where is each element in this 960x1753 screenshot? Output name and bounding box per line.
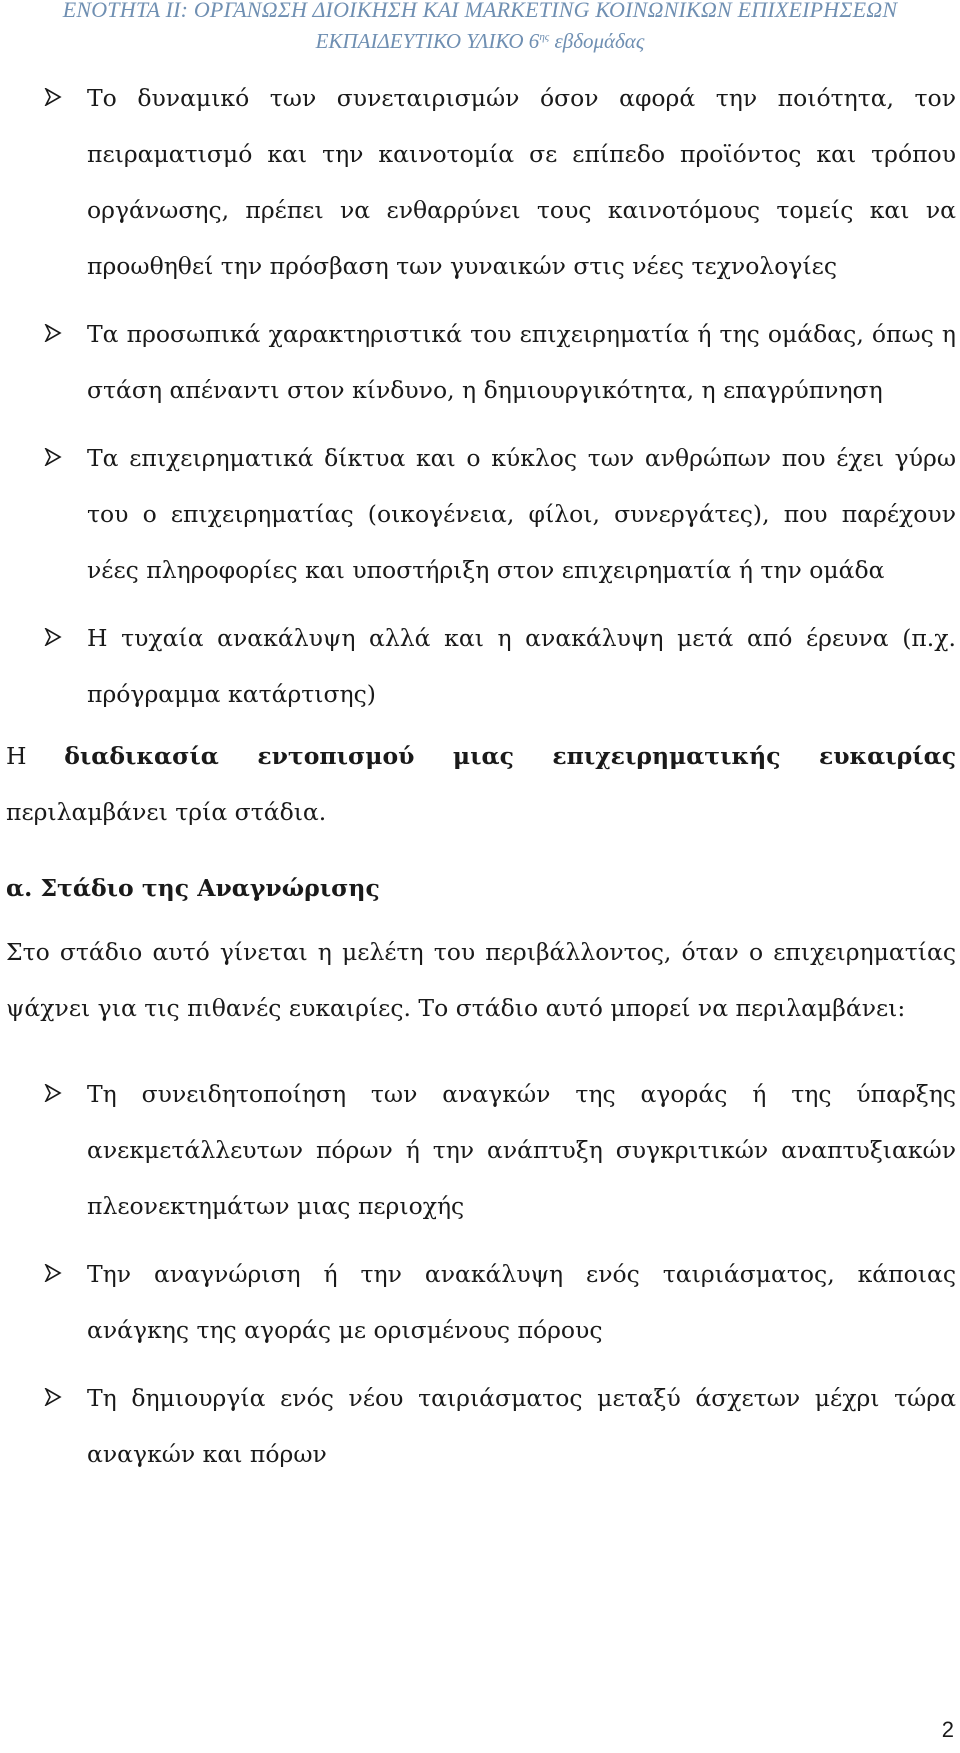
arrow-bullet-icon (44, 1370, 66, 1406)
header-subtitle-sup: ης (539, 31, 550, 43)
header-subtitle-tail: εβδομάδας (549, 29, 645, 53)
arrow-bullet-icon (44, 1066, 66, 1102)
page-number: 2 (941, 1717, 954, 1742)
stage-a-paragraph: Στο στάδιο αυτό γίνεται η μελέτη του περιβάλλοντος, όταν ο επιχειρηματίας ψάχνει για τις πιθανές ευκαιρίες. Το στάδιο αυτό μπορεί να περιλαμβάνει: (6, 938, 956, 1022)
list-item (6, 1246, 956, 1358)
list-item-text: Τη συνειδητοποίηση των αναγκών της αγοράς ή της ύπαρξης ανεκμετάλλευτων πόρων ή την ανάπτυξη συγκριτικών αναπτυξιακών πλεονεκτημάτων μιας περιοχής (87, 1080, 956, 1220)
intro-bold: διαδικασία εντοπισμού μιας επιχειρηματικής ευκαιρίας (64, 742, 956, 770)
intro-lead: Η (6, 742, 65, 770)
list-item (6, 1066, 956, 1234)
list-item (6, 610, 956, 722)
list-item-text: Τα προσωπικά χαρακτηριστικά του επιχειρηματία ή της ομάδας, όπως η στάση απέναντι στον κίνδυνο, η δημιουργικότητα, η επαγρύπνηση (87, 320, 956, 404)
bullet-list-top (6, 70, 956, 722)
arrow-bullet-icon (44, 70, 66, 106)
intro-paragraph (6, 728, 956, 840)
list-item (6, 70, 956, 294)
list-item (6, 306, 956, 418)
list-item-text: Τη δημιουργία ενός νέου ταιριάσματος μεταξύ άσχετων μέχρι τώρα αναγκών και πόρων (87, 1384, 956, 1468)
stage-a-heading: α. Στάδιο της Αναγνώρισης (6, 874, 380, 902)
list-item-text: Η τυχαία ανακάλυψη αλλά και η ανακάλυψη μετά από έρευνα (π.χ. πρόγραμμα κατάρτισης) (87, 624, 956, 708)
spacer (6, 1036, 956, 1066)
arrow-bullet-icon (44, 430, 66, 466)
header-title: ΕΝΟΤΗΤΑ ΙΙ: ΟΡΓΑΝΩΣΗ ΔΙΟΙΚΗΣΗ ΚΑΙ MARKETING ΚΟΙΝΩΝΙΚΩΝ ΕΠΙΧΕΙΡΗΣΕΩΝ (62, 0, 898, 22)
arrow-bullet-icon (44, 1246, 66, 1282)
list-item (6, 430, 956, 598)
intro-tail: περιλαμβάνει τρία στάδια. (6, 798, 327, 826)
list-item-text: Το δυναμικό των συνεταιρισμών όσον αφορά την ποιότητα, τον πειραματισμό και την καινοτομία σε επίπεδο προϊόντος και τρόπου οργάνωσης, πρέπει να ενθαρρύνει τους καινοτόμους τομείς και να προωθηθεί την πρόσβαση των γυναικών στις νέες τεχνολογίες (87, 84, 956, 280)
list-item (6, 1370, 956, 1482)
list-item-text: Την αναγνώριση ή την ανακάλυψη ενός ταιριάσματος, κάποιας ανάγκης της αγοράς με ορισμένους πόρους (87, 1260, 956, 1344)
arrow-bullet-icon (44, 610, 66, 646)
list-item-text: Τα επιχειρηματικά δίκτυα και ο κύκλος των ανθρώπων που έχει γύρω του ο επιχειρηματίας (οικογένεια, φίλοι, συνεργάτες), που παρέχουν νέες πληροφορίες και υποστήριξη στον επιχειρηματία ή την ομάδα (87, 444, 956, 584)
page-header (0, 0, 960, 54)
bullet-list-bottom (6, 1066, 956, 1482)
document-body (6, 70, 956, 1494)
header-subtitle-main: ΕΚΠΑΙΔΕΥΤΙΚΟ ΥΛΙΚΟ 6 (315, 29, 540, 53)
arrow-bullet-icon (44, 306, 66, 342)
header-subtitle (0, 24, 960, 54)
